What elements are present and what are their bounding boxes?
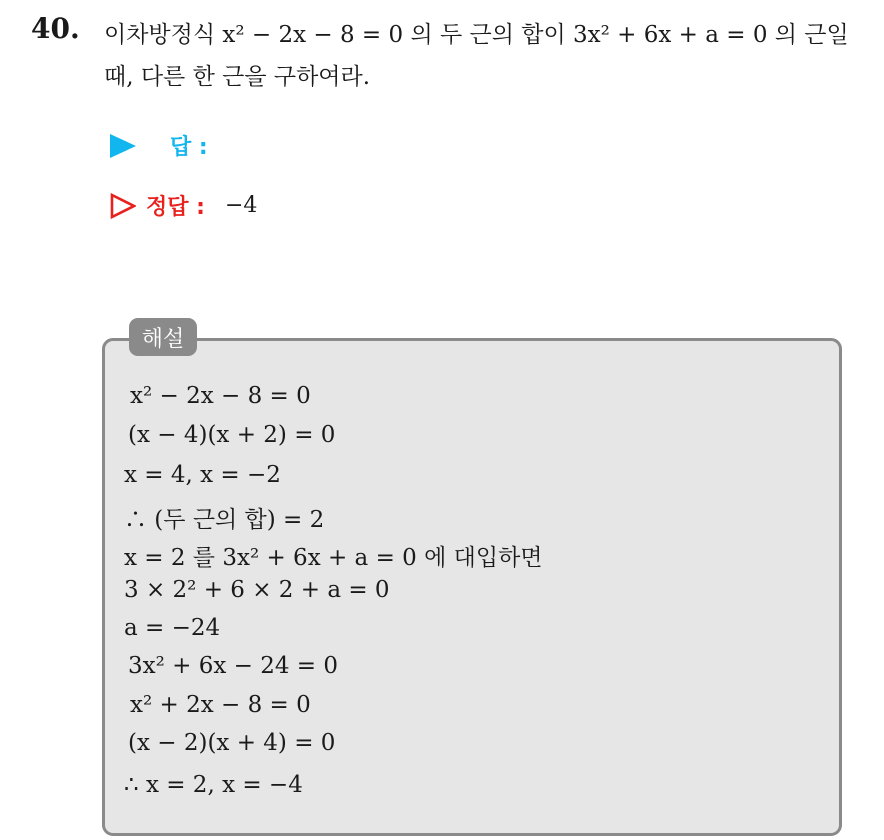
- solution-line: (x − 2)(x + 4) = 0: [128, 730, 336, 756]
- correct-answer-value: −4: [224, 193, 258, 218]
- correct-answer-label: 정답 :: [146, 195, 205, 220]
- solution-line: x = 2 를 3x² + 6x + a = 0 에 대입하면: [124, 545, 543, 571]
- solution-line: a = −24: [124, 615, 221, 641]
- outline-triangle-icon: [110, 193, 136, 219]
- solution-line: 3x² + 6x − 24 = 0: [128, 653, 339, 679]
- solution-line: x² + 2x − 8 = 0: [130, 692, 311, 718]
- question-text-line-1: 이차방정식 x² − 2x − 8 = 0 의 두 근의 합이 3x² + 6x + a = 0 의 근일: [104, 22, 849, 48]
- solution-line: 3 × 2² + 6 × 2 + a = 0: [124, 577, 390, 603]
- solution-line: x² − 2x − 8 = 0: [130, 383, 311, 409]
- question-text-line-2: 때, 다른 한 근을 구하여라.: [104, 64, 371, 90]
- play-triangle-icon: [110, 134, 136, 158]
- correct-answer-row: [110, 190, 257, 221]
- answer-row: [110, 130, 208, 161]
- answer-label: 답 :: [170, 135, 208, 160]
- question-number: 40.: [31, 12, 80, 45]
- solution-line: ∴ x = 2, x = −4: [124, 772, 303, 798]
- solution-tab: 해설: [129, 318, 197, 356]
- solution-line: ∴ (두 근의 합) = 2: [124, 507, 325, 533]
- solution-line: x = 4, x = −2: [124, 462, 281, 488]
- solution-line: (x − 4)(x + 2) = 0: [128, 422, 336, 448]
